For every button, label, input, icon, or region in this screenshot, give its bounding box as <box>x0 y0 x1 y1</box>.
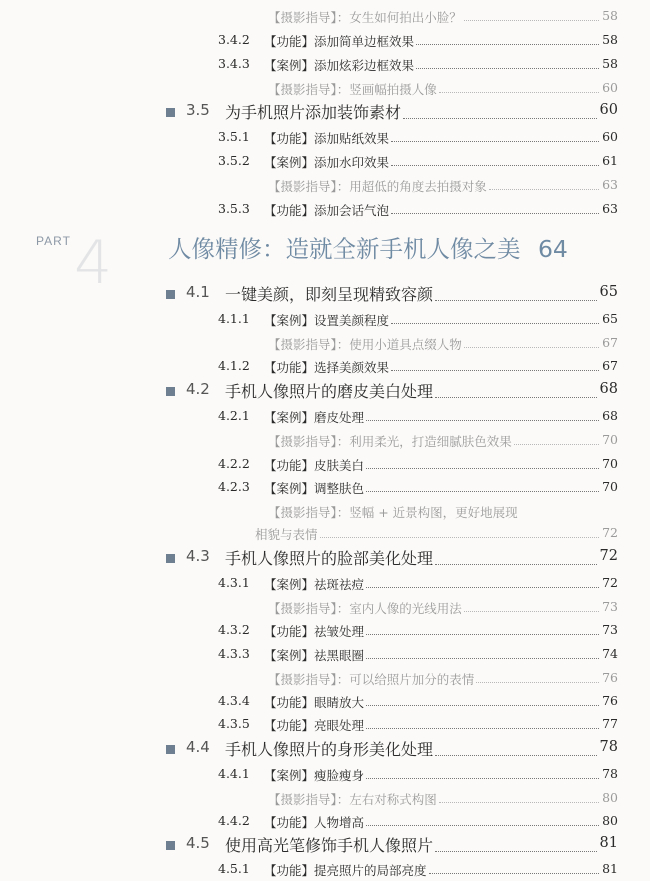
subsection-number: 4.3.1 <box>218 575 250 590</box>
leader-dots <box>435 397 597 398</box>
page-number: 63 <box>602 201 618 216</box>
entry-title: 【摄影指导】：竖幅 + 近景构图，更好地展现 <box>268 505 518 520</box>
entry-title: 手机人像照片的磨皮美白处理 <box>225 382 434 401</box>
entry-title: 【摄影指导】：可以给照片加分的表情 <box>268 672 475 687</box>
leader-dots <box>366 468 599 469</box>
subsection-number: 4.2.2 <box>218 456 250 471</box>
subsection-number: 4.2.1 <box>218 408 250 423</box>
entry-title: 【摄影指导】：竖画幅拍摄人像 <box>268 82 437 97</box>
page-number: 65 <box>602 311 618 326</box>
entry-title: 【功能】祛皱处理 <box>264 624 365 639</box>
leader-dots <box>391 370 599 371</box>
entry-title: 【功能】人物增高 <box>264 815 365 830</box>
part-number: 4 <box>74 228 113 298</box>
page-number: 70 <box>602 479 618 494</box>
page-number: 70 <box>602 432 618 447</box>
section-bullet <box>166 108 175 117</box>
page-number: 58 <box>602 56 618 71</box>
part-title <box>168 230 568 264</box>
leader-dots <box>489 189 599 190</box>
leader-dots <box>416 44 599 45</box>
page-number: 67 <box>602 358 618 373</box>
entry-title: 手机人像照片的脸部美化处理 <box>225 549 434 568</box>
page-number: 72 <box>602 575 618 590</box>
entry-title: 【功能】皮肤美白 <box>264 458 365 473</box>
page-number: 60 <box>602 129 618 144</box>
entry-title: 【案例】设置美颜程度 <box>264 313 390 328</box>
leader-dots <box>439 802 599 803</box>
entry-title: 手机人像照片的身形美化处理 <box>225 740 434 759</box>
part-page: 64 <box>537 235 568 263</box>
leader-dots <box>366 420 599 421</box>
leader-dots <box>476 682 599 683</box>
entry-title: 【功能】亮眼处理 <box>264 718 365 733</box>
leader-dots <box>464 611 599 612</box>
leader-dots <box>429 873 599 874</box>
subsection-number: 4.1.2 <box>218 358 250 373</box>
leader-dots <box>366 491 599 492</box>
page-number: 78 <box>599 739 618 755</box>
entry-title: 【摄影指导】：女生如何拍出小脸？ <box>268 10 462 25</box>
subsection-number: 3.4.2 <box>218 32 250 47</box>
subsection-number: 4.3.3 <box>218 646 250 661</box>
section-bullet <box>166 745 175 754</box>
part-title-text: 人像精修：造就全新手机人像之美 <box>168 235 521 263</box>
page-number: 60 <box>602 80 618 95</box>
entry-title: 【案例】瘦脸瘦身 <box>264 768 365 783</box>
leader-dots <box>435 300 597 301</box>
subsection-number: 3.5.3 <box>218 201 250 216</box>
page-number: 72 <box>599 548 618 564</box>
subsection-number: 4.3.2 <box>218 622 250 637</box>
page-number: 81 <box>599 835 618 851</box>
page-number: 65 <box>599 284 618 300</box>
page-number: 63 <box>602 177 618 192</box>
page-number: 61 <box>602 153 618 168</box>
page-number: 76 <box>602 670 618 685</box>
page-number: 58 <box>602 8 618 23</box>
entry-title: 【功能】提亮照片的局部亮度 <box>264 863 427 878</box>
page-number: 76 <box>602 693 618 708</box>
page-number: 68 <box>602 408 618 423</box>
entry-title: 【案例】添加水印效果 <box>264 155 390 170</box>
leader-dots <box>416 68 599 69</box>
subsection-number: 3.5.1 <box>218 129 250 144</box>
leader-dots <box>366 634 599 635</box>
subsection-number: 4.4.2 <box>218 813 250 828</box>
entry-title: 【案例】祛黑眼圈 <box>264 648 365 663</box>
page-number: 81 <box>602 861 618 876</box>
leader-dots <box>366 728 599 729</box>
leader-dots <box>391 213 599 214</box>
entry-title: 【功能】添加简单边框效果 <box>264 34 415 49</box>
leader-dots <box>464 347 599 348</box>
page-number: 68 <box>599 381 618 397</box>
leader-dots <box>366 705 599 706</box>
entry-title: 【摄影指导】：室内人像的光线用法 <box>268 601 462 616</box>
subsection-number: 4.2.3 <box>218 479 250 494</box>
subsection-number: 3.5.2 <box>218 153 250 168</box>
section-number: 4.4 <box>186 738 210 756</box>
entry-title: 【案例】磨皮处理 <box>264 410 365 425</box>
leader-dots <box>320 537 599 538</box>
entry-title: 【案例】祛斑祛痘 <box>264 577 365 592</box>
page-number: 80 <box>602 790 618 805</box>
page-number: 73 <box>602 599 618 614</box>
subsection-number: 3.4.3 <box>218 56 250 71</box>
entry-title: 【案例】调整肤色 <box>264 481 365 496</box>
leader-dots <box>439 92 599 93</box>
entry-title: 【功能】添加会话气泡 <box>264 203 390 218</box>
leader-dots <box>391 165 599 166</box>
page-number: 80 <box>602 813 618 828</box>
leader-dots <box>366 658 599 659</box>
leader-dots <box>391 141 599 142</box>
leader-dots <box>366 825 599 826</box>
leader-dots <box>366 587 599 588</box>
entry-title: 【摄影指导】：用超低的角度去拍摄对象 <box>268 179 487 194</box>
entry-title: 【案例】添加炫彩边框效果 <box>264 58 415 73</box>
entry-title: 使用高光笔修饰手机人像照片 <box>225 836 434 855</box>
page-number: 70 <box>602 456 618 471</box>
page-number: 60 <box>599 102 618 118</box>
entry-title: 【功能】选择美颜效果 <box>264 360 390 375</box>
section-number: 4.2 <box>186 380 210 398</box>
entry-title: 【功能】添加贴纸效果 <box>264 131 390 146</box>
section-number: 4.3 <box>186 547 210 565</box>
leader-dots <box>514 444 599 445</box>
subsection-number: 4.4.1 <box>218 766 250 781</box>
leader-dots <box>464 20 599 21</box>
section-number: 4.1 <box>186 283 210 301</box>
entry-title-continued: 相貌与表情 <box>255 527 318 542</box>
leader-dots <box>366 778 599 779</box>
page-number: 58 <box>602 32 618 47</box>
entry-title: 为手机照片添加装饰素材 <box>225 103 402 122</box>
section-bullet <box>166 387 175 396</box>
leader-dots <box>403 118 597 119</box>
subsection-number: 4.1.1 <box>218 311 250 326</box>
leader-dots <box>435 564 597 565</box>
section-number: 4.5 <box>186 834 210 852</box>
section-bullet <box>166 290 175 299</box>
page-number: 72 <box>602 525 618 540</box>
entry-title: 【摄影指导】：利用柔光，打造细腻肤色效果 <box>268 434 512 449</box>
part-label: PART <box>36 234 71 248</box>
section-bullet <box>166 554 175 563</box>
section-bullet <box>166 841 175 850</box>
subsection-number: 4.5.1 <box>218 861 250 876</box>
page-number: 73 <box>602 622 618 637</box>
leader-dots <box>435 851 597 852</box>
entry-title: 【功能】眼睛放大 <box>264 695 365 710</box>
entry-title: 【摄影指导】：左右对称式构图 <box>268 792 437 807</box>
page-number: 78 <box>602 766 618 781</box>
page-number: 67 <box>602 335 618 350</box>
subsection-number: 4.3.4 <box>218 693 250 708</box>
page-number: 77 <box>602 716 618 731</box>
section-number: 3.5 <box>186 101 210 119</box>
page-number: 74 <box>602 646 618 661</box>
leader-dots <box>391 323 599 324</box>
entry-title: 【摄影指导】：使用小道具点缀人物 <box>268 337 462 352</box>
subsection-number: 4.3.5 <box>218 716 250 731</box>
leader-dots <box>435 755 597 756</box>
entry-title: 一键美颜，即刻呈现精致容颜 <box>225 285 434 304</box>
